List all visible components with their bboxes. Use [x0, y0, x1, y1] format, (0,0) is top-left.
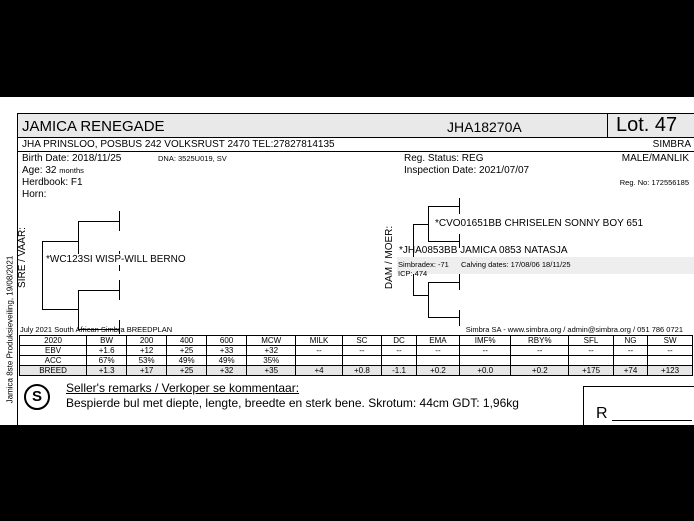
breedplan-cell: --: [511, 346, 569, 356]
animal-name: JAMICA RENEGADE: [22, 118, 165, 135]
breedplan-cell: +33: [207, 346, 247, 356]
breedplan-cell: [569, 356, 614, 366]
price-line: [612, 420, 692, 421]
horn: Horn:: [22, 189, 47, 200]
breedplan-caption: July 2021 South African Simbra BREEDPLAN: [20, 325, 173, 334]
breedplan-cell: --: [648, 346, 693, 356]
breedplan-cell: RBY%: [511, 336, 569, 346]
dna: DNA: 3525U019, SV: [158, 154, 227, 163]
dam-icp: ICP: 474: [398, 269, 428, 278]
breedplan-cell: 53%: [127, 356, 167, 366]
lot-card: [17, 113, 694, 425]
breedplan-cell: --: [296, 346, 342, 356]
breedplan-cell: 400: [167, 336, 207, 346]
breedplan-cell: +32: [247, 346, 296, 356]
breedplan-cell: MCW: [247, 336, 296, 346]
birth-date: Birth Date: 2018/11/25: [22, 153, 122, 164]
catalogue-page: [0, 97, 694, 425]
breedplan-cell: +17: [127, 366, 167, 376]
breedplan-cell: --: [613, 346, 647, 356]
sire-name: *WC123SI WISP-WILL BERNO: [46, 254, 186, 265]
remarks-title: Seller's remarks / Verkoper se kommentaar:: [66, 381, 300, 395]
breedplan-cell: [416, 356, 459, 366]
breedplan-cell: +4: [296, 366, 342, 376]
reg-status: Reg. Status: REG: [404, 153, 484, 164]
breedplan-cell: +25: [167, 366, 207, 376]
breedplan-row: [20, 356, 693, 366]
breedplan-cell: SFL: [569, 336, 614, 346]
dam-name: *JHA0853BB JAMICA 0853 NATASJA: [399, 245, 568, 256]
breedplan-cell: 49%: [207, 356, 247, 366]
breedplan-cell: --: [569, 346, 614, 356]
breedplan-cell: SC: [342, 336, 381, 346]
breedplan-cell: [613, 356, 647, 366]
breedplan-cell: +175: [569, 366, 614, 376]
breedplan-table: [19, 335, 693, 376]
lot-divider: [607, 114, 608, 137]
breedplan-cell: DC: [382, 336, 417, 346]
breedplan-cell: +35: [247, 366, 296, 376]
breedplan-cell: BW: [87, 336, 127, 346]
breedplan-cell: 600: [207, 336, 247, 346]
animal-id: JHA18270A: [447, 119, 522, 135]
breedplan-cell: +0.2: [511, 366, 569, 376]
price-label: R: [596, 405, 608, 422]
herdbook: Herdbook: F1: [22, 177, 83, 188]
sex: MALE/MANLIK: [621, 153, 689, 164]
breedplan-cell: +1.3: [87, 366, 127, 376]
age: Age: 32 months: [22, 165, 84, 176]
breedplan-cell: 49%: [167, 356, 207, 366]
breedplan-cell: BREED: [20, 366, 87, 376]
dam-calving-dates: Calving dates: 17/08/06 18/11/25: [461, 260, 571, 269]
dam-sire-name: *CVO01651BB CHRISELEN SONNY BOY 651: [435, 218, 644, 229]
seller-logo-icon: S: [24, 384, 50, 410]
breedplan-cell: --: [416, 346, 459, 356]
breedplan-cell: SW: [648, 336, 693, 346]
breedplan-cell: 200: [127, 336, 167, 346]
price-box: [583, 386, 694, 425]
breedplan-cell: +32: [207, 366, 247, 376]
owner-address: JHA PRINSLOO, POSBUS 242 VOLKSRUST 2470 TEL:27827814135: [22, 139, 335, 150]
dam-simbradex: Simbradex: -71: [398, 260, 449, 269]
simbra-contact: Simbra SA - www.simbra.org / admin@simbra.org / 051 786 0721: [465, 325, 683, 334]
breedplan-cell: +0.2: [416, 366, 459, 376]
breedplan-cell: +25: [167, 346, 207, 356]
breedplan-cell: +1.6: [87, 346, 127, 356]
breedplan-cell: 35%: [247, 356, 296, 366]
breedplan-cell: IMF%: [460, 336, 511, 346]
breed-label: SIMBRA: [652, 139, 691, 150]
owner-bar: [18, 138, 694, 152]
breedplan-cell: [382, 356, 417, 366]
inspection-date: Inspection Date: 2021/07/07: [404, 165, 530, 176]
dam-label: DAM / MOER:: [384, 225, 396, 290]
breedplan-cell: ACC: [20, 356, 87, 366]
breedplan-cell: 67%: [87, 356, 127, 366]
breedplan-header-row: [20, 336, 693, 346]
side-caption: Jamica 8ste Produksieveiling, 19/08/2021: [5, 255, 15, 404]
breedplan-cell: +0.8: [342, 366, 381, 376]
breedplan-cell: NG: [613, 336, 647, 346]
breedplan-cell: --: [460, 346, 511, 356]
sire-label: SIRE / VAAR:: [16, 227, 28, 288]
breedplan-cell: EBV: [20, 346, 87, 356]
lot-number: Lot. 47: [616, 114, 678, 136]
remarks-text: Bespierde bul met diepte, lengte, breedte en sterk bene. Skrotum: 44cm GDT: 1,96kg: [66, 396, 519, 410]
breedplan-cell: --: [342, 346, 381, 356]
breedplan-cell: +12: [127, 346, 167, 356]
title-bar: [18, 114, 694, 138]
breedplan-cell: [460, 356, 511, 366]
breedplan-row: [20, 366, 693, 376]
reg-number: Reg. No: 172556185: [619, 178, 689, 187]
breedplan-cell: +123: [648, 366, 693, 376]
breedplan-cell: [342, 356, 381, 366]
breedplan-cell: [648, 356, 693, 366]
breedplan-row: [20, 346, 693, 356]
breedplan-cell: --: [382, 346, 417, 356]
breedplan-cell: MILK: [296, 336, 342, 346]
breedplan-cell: 2020: [20, 336, 87, 346]
breedplan-cell: [296, 356, 342, 366]
breedplan-cell: EMA: [416, 336, 459, 346]
breedplan-cell: -1.1: [382, 366, 417, 376]
breedplan-cell: [511, 356, 569, 366]
breedplan-cell: +74: [613, 366, 647, 376]
breedplan-cell: +0.0: [460, 366, 511, 376]
